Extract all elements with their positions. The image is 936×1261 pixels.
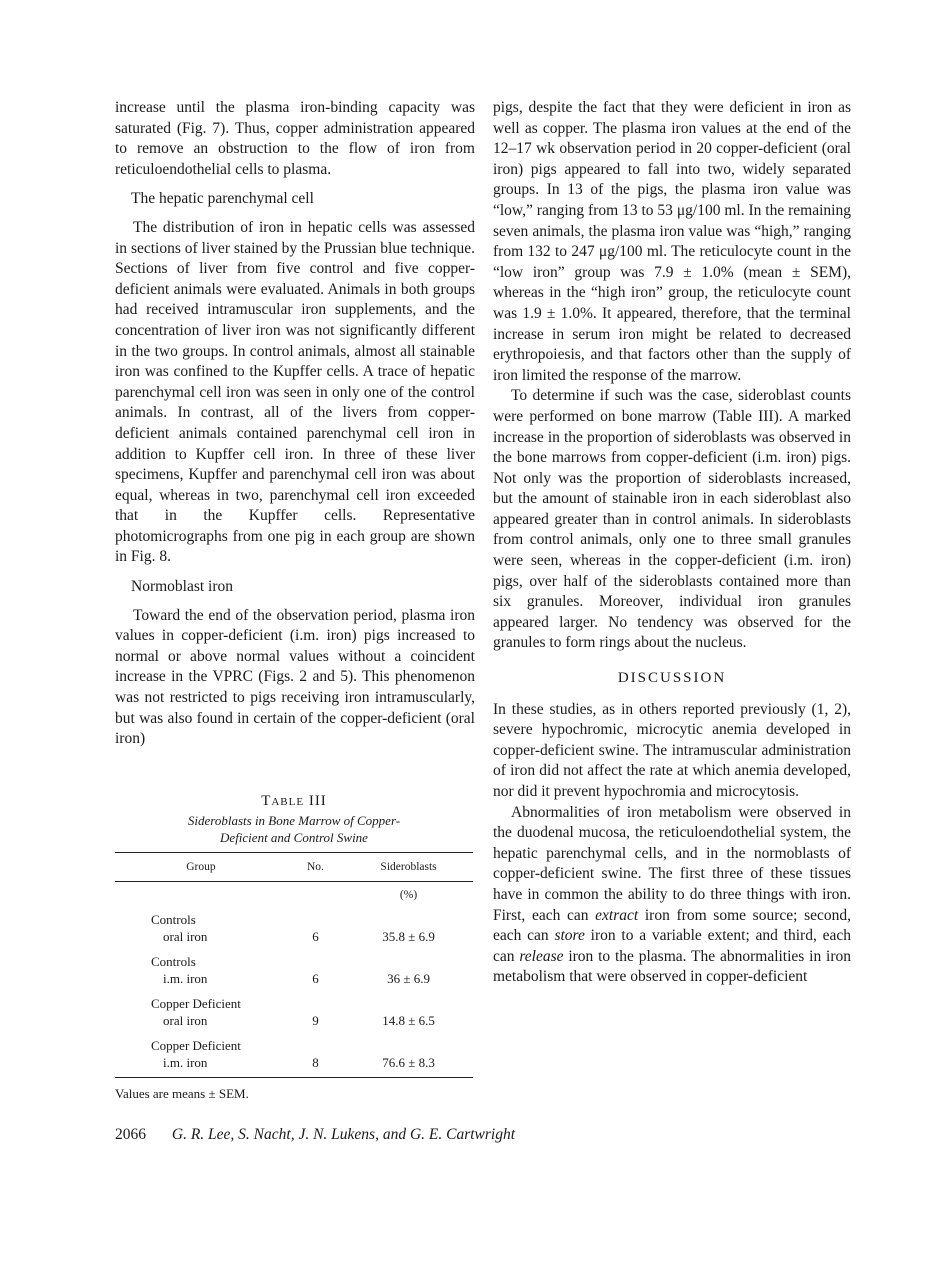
table-caption: Sideroblasts in Bone Marrow of Copper- Deficient and Control Swine bbox=[187, 813, 401, 845]
author-line: G. R. Lee, S. Nacht, J. N. Lukens, and G. E. Cartwright bbox=[171, 1126, 516, 1143]
table-label: Table III bbox=[261, 793, 327, 809]
section-heading-normoblast: Normoblast iron bbox=[131, 578, 234, 596]
table-row: Controls oral iron 6 35.8 ± 6.9 bbox=[151, 912, 435, 944]
paragraph: In these studies, as in others reported previously (1, 2), severe hypochromic, microcytic anemia developed in copper-deficient swine. The intramuscular administration of iron did not affect the rate at which anemia developed, nor did it prevent hypochromia and microcytosis. bbox=[493, 700, 851, 800]
table-note: Values are means ± SEM. bbox=[115, 1086, 249, 1101]
page-number: 2066 bbox=[115, 1126, 146, 1143]
column-header-group: Group bbox=[115, 853, 287, 882]
column-header-no: No. bbox=[287, 853, 344, 882]
table-iii bbox=[115, 793, 473, 1102]
paragraph: Abnormalities of iron metabolism were observed in the duodenal mucosa, the reticuloendothelial system, the hepatic parenchymal cells, and in the normoblasts of copper-deficient swine. The first three of these tissues have in common the ability to do three things with iron. First, each can extract iron from some source; second, each can store iron to a variable extent; and third, each can release iron to the plasma. The abnormalities in iron metabolism that were observed in copper-deficient bbox=[493, 803, 851, 986]
section-heading-discussion: DISCUSSION bbox=[617, 670, 727, 687]
section-heading-hepatic: The hepatic parenchymal cell bbox=[131, 190, 314, 208]
data-table bbox=[115, 852, 473, 1078]
right-column bbox=[493, 98, 851, 988]
table-row: Copper Deficient oral iron 9 14.8 ± 6.5 bbox=[151, 996, 435, 1028]
paragraph: Toward the end of the observation period, plasma iron values in copper-deficient (i.m. iron) pigs increased to normal or above normal values without a coincident increase in the VPRC (Figs. 2 and 5). This phenomenon was not restricted to pigs receiving iron intramuscularly, but was also found in certain of the copper-deficient (oral iron) bbox=[115, 606, 475, 748]
left-column bbox=[115, 98, 475, 750]
paragraph: The distribution of iron in hepatic cells was assessed in sections of liver stained by the Prussian blue technique. Sections of liver from five control and five copper-deficient animals were evaluated. Animals in both groups had received intramuscular iron supplements, and the concentration of liver iron was not significantly different in the two groups. In control animals, almost all stainable iron was confined to the Kupffer cells. A trace of hepatic parenchymal cell iron was seen in only one of the control animals. In contrast, all of the livers from copper-deficient animals contained parenchymal cell iron in addition to Kupffer cell iron. In three of these liver specimens, Kupffer and parenchymal cell iron was about equal, whereas in two, parenchymal cell iron exceeded that in the Kupffer cells. Representative photomicrographs from one pig in each group are shown in Fig. 8. bbox=[115, 218, 475, 566]
table-row: Controls i.m. iron 6 36 ± 6.9 bbox=[151, 954, 430, 986]
column-header-sideroblasts: Sideroblasts bbox=[344, 853, 473, 882]
page-footer bbox=[115, 1126, 515, 1144]
table-row: Copper Deficient i.m. iron 8 76.6 ± 8.3 bbox=[115, 1033, 473, 1078]
paragraph: pigs, despite the fact that they were deficient in iron as well as copper. The plasma iron values at the end of the 12–17 wk observation period in 20 copper-deficient (oral iron) pigs appeared to fall into two, widely separated groups. In 13 of the pigs, the plasma iron value was “low,” ranging from 13 to 53 μg/100 ml. In the remaining seven animals, the plasma iron value was “high,” ranging from 132 to 247 μg/100 ml. The reticulocyte count in the “low iron” group was 7.9 ± 1.0% (mean ± SEM), whereas in the “high iron” group, the reticulocyte count was 1.9 ± 1.0%. It appeared, therefore, that the terminal increase in serum iron might be related to decreased erythropoiesis, and that factors other than the supply of iron limited the response of the marrow. bbox=[493, 99, 851, 384]
paragraph: To determine if such was the case, sideroblast counts were performed on bone marrow (Table III). A marked increase in the proportion of sideroblasts was observed in the bone marrows from copper-deficient (i.m. iron) pigs. Not only was the proportion of sideroblasts increased, but the amount of stainable iron in each sideroblast also appeared greater than in control animals. In sideroblasts from control animals, only one to three small granules were seen, whereas in the copper-deficient (i.m. iron) pigs, over half of the sideroblasts contained more than six granules. Moreover, individual iron granules appeared larger. No tendency was observed for the granules to form rings about the nucleus. bbox=[493, 387, 851, 652]
units-label: (%) bbox=[399, 889, 418, 901]
paragraph: increase until the plasma iron-binding capacity was saturated (Fig. 7). Thus, copper administration appeared to remove an obstruction to the flow of iron from reticuloendothelial cells to plasma. bbox=[115, 99, 475, 178]
